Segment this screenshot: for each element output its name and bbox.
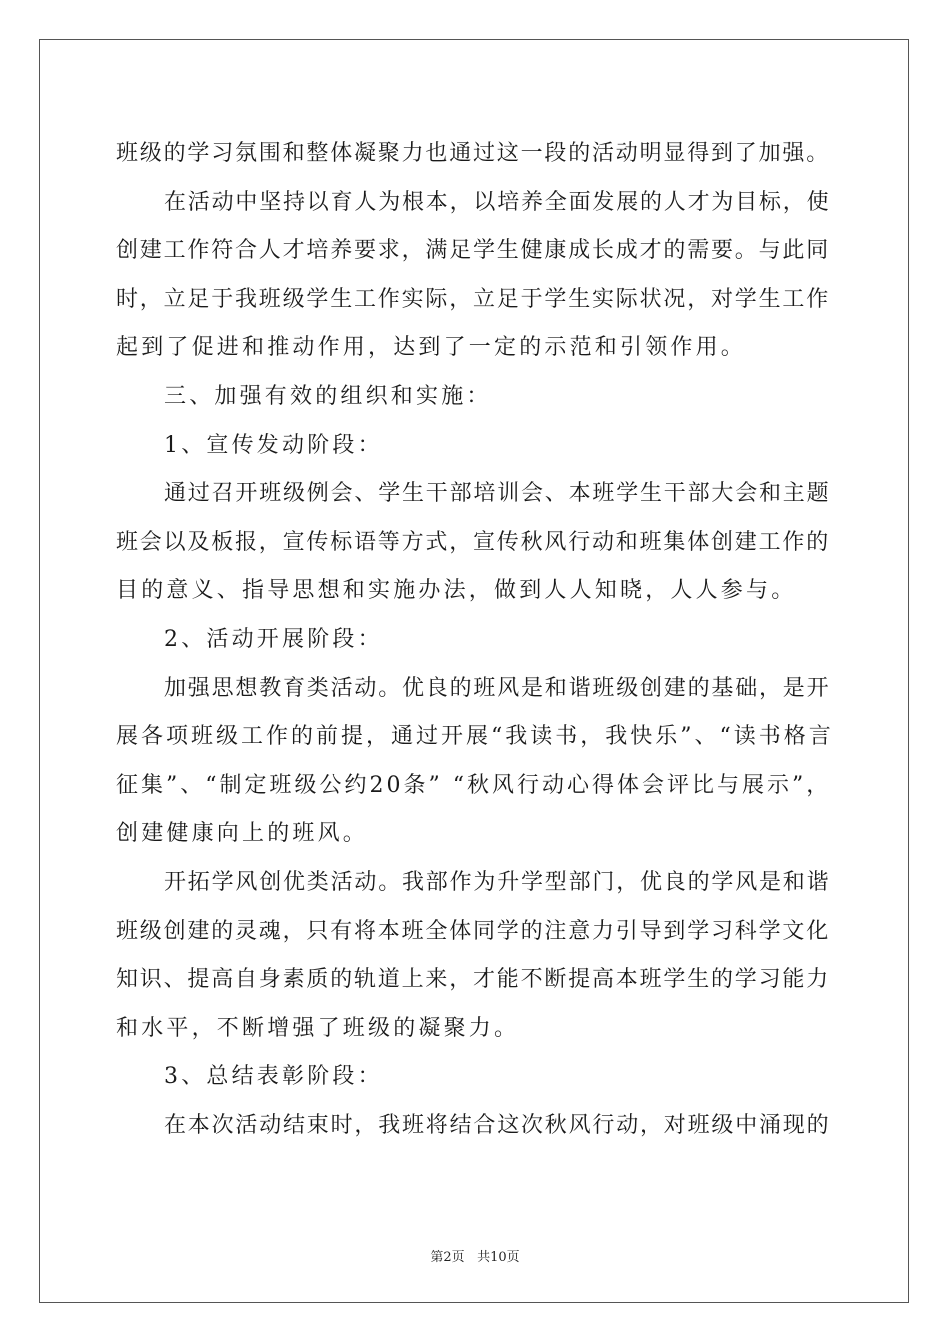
document-body — [116, 130, 834, 1150]
text-line-13: 展各项班级工作的前提，通过开展“我读书，我快乐”、“读书格言 — [116, 724, 834, 750]
subheading-stage-2: 2、活动开展阶段： — [164, 626, 383, 652]
text-line-3: 创建工作符合人才培养要求，满足学生健康成长成才的需要。与此同 — [116, 238, 831, 264]
text-line-21: 在本次活动结束时，我班将结合这次秋风行动，对班级中涌现的 — [164, 1112, 831, 1138]
text-line-1: 班级的学习氛围和整体凝聚力也通过这一段的活动明显得到了加强。 — [116, 141, 831, 166]
page-total: 共10页 — [477, 1250, 520, 1265]
text-line-19: 和水平，不断增强了班级的凝聚力。 — [116, 1015, 520, 1041]
page-number: 第2页 — [430, 1250, 465, 1265]
text-line-8: 通过召开班级例会、学生干部培训会、本班学生干部大会和主题 — [164, 481, 831, 507]
text-line-9: 班会以及板报，宣传标语等方式，宣传秋风行动和班集体创建工作的 — [116, 529, 831, 555]
text-line-12: 加强思想教育类活动。优良的班风是和谐班级创建的基础，是开 — [164, 675, 831, 701]
text-line-17: 班级创建的灵魂，只有将本班全体同学的注意力引导到学习科学文化 — [116, 918, 831, 944]
text-line-10: 目的意义、指导思想和实施办法，做到人人知晓，人人参与。 — [116, 578, 797, 604]
text-line-16: 开拓学风创优类活动。我部作为升学型部门，优良的学风是和谐 — [164, 869, 831, 895]
subheading-stage-3: 3、总结表彰阶段： — [164, 1064, 383, 1090]
text-line-2: 在活动中坚持以育人为根本，以培养全面发展的人才为目标，使 — [164, 189, 831, 215]
text-line-4: 时，立足于我班级学生工作实际，立足于学生实际状况，对学生工作 — [116, 286, 831, 312]
text-line-15: 创建健康向上的班风。 — [116, 821, 369, 847]
subheading-stage-1: 1、宣传发动阶段： — [164, 432, 383, 458]
text-line-5: 起到了促进和推动作用，达到了一定的示范和引领作用。 — [116, 335, 747, 361]
text-line-14: 征集”、“制定班级公约20条” “秋风行动心得体会评比与展示”， — [116, 772, 832, 798]
text-line-18: 知识、提高自身素质的轨道上来，才能不断提高本班学生的学习能力 — [116, 967, 831, 993]
section-heading-3: 三、加强有效的组织和实施： — [164, 383, 492, 409]
page-footer — [0, 1246, 950, 1265]
